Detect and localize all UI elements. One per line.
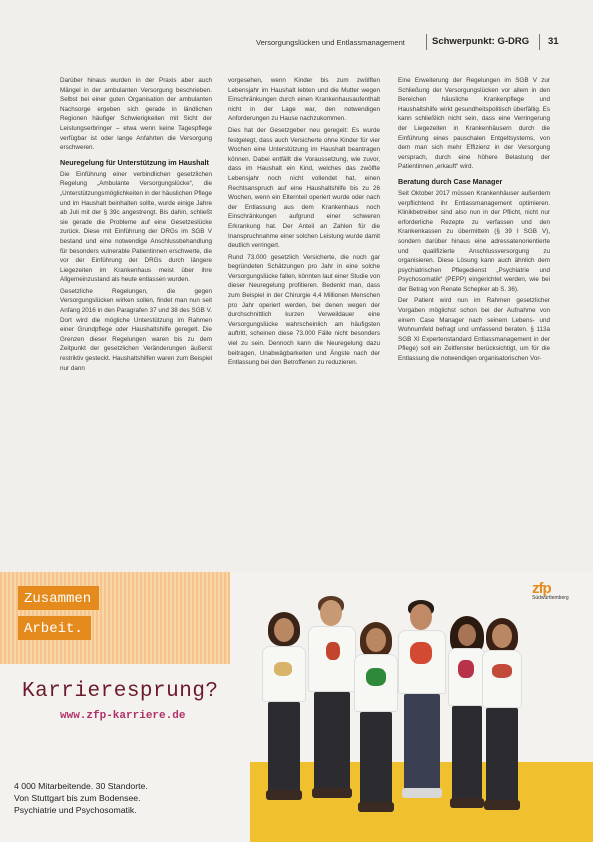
paragraph: Rund 73.000 gesetzlich Versicherte, die noch gar begründeten Schätzungen pro Jahr in eine solche Versorgungslücke fallen, könnten laut einer Studie von dieser Neuregelung profitieren. Bedenkt man, dass zum Beispiel in der Chirurgie 4,4 Millionen Menschen pro Jahr operiert werden, bei denen wegen der durchschnittlich kurzen Verweildauer eine Versorgungslücke wahrscheinlich am häufigsten auftritt, scheinen diese 73.000 Fälle nicht besonders viel zu sein. Dennoch kann die Neuregelung dazu beitragen, Unabwägbarkeiten und Ängste nach der Entlassung bei den Betroffenen zu reduzieren. — [228, 253, 380, 367]
logo-mark: zfp — [532, 580, 551, 597]
logo-subtitle: Südwürttemberg — [532, 595, 569, 601]
page-header — [230, 34, 580, 50]
ad-tagline-2: Arbeit. — [18, 616, 91, 640]
ad-info-line: Psychiatrie und Psychosomatik. — [14, 805, 137, 815]
section-heading: Neuregelung für Unterstützung im Haushalt — [60, 157, 209, 167]
header-section: Schwerpunkt: G-DRG — [432, 36, 530, 47]
header-divider-2 — [539, 34, 540, 50]
paragraph: Die Einführung einer verbindlichen gesetzlichen Regelung „Ambulante Versorgungslücke“, die „Unterstützungsmöglichkeiten in der häuslichen Pflege und im Haushalt beinhalten sollte, wurde einige Jahre ab Juli mit der § 39c angestrengt. Bis dahin, schließt sie gerade die Probleme auf eine Gesetzeslücke zurück. Diese mit Einführung der DRGs im SGB V bestand und eine notwendige Anschlussbehandlung für besonders vulnerable Patientinnen erschwerte, die vor der Einführung der DRGs durch längere Liegezeiten im Krankenhaus meist über ihre Allgemeinzustand als heute entlassen wurden. — [60, 170, 212, 284]
paragraph: Eine Erweiterung der Regelungen im SGB V zur Schließung der Versorgungslücken vor allem in den Bereichen häusliche Krankenpflege und Haushaltshilfe wirkt gesundheitspolitisch überfällig. Es kann schließlich nicht sein, dass eine Verringerung der Liegezeiten in Krankenhäusern durch die Einführung eines pauschalen Entgeltsystems, von dem man sich mehr Effizienz in der Versorgung versprach, durch eine höhere Belastung der Patientinnen „erkauft“ wird. — [398, 77, 550, 171]
article-column-2 — [228, 76, 380, 370]
paragraph: Der Patient wird nun im Rahmen gesetzlicher Vorgaben möglichst schon bei der Aufnahme von einem Case Manager nach seinem Lebens- und Wohnumfeld befragt und umfassend beraten. § 113a SGB XI Expertenstandard Entlassmanagement in der Pflege) soll ein Zeitfenster berücksichtigt, um für die Entlassung die notwendigen organisatorischen Vor- — [398, 297, 550, 363]
ad-headline: Karrieresprung? — [22, 680, 219, 703]
ad-url-link[interactable]: www.zfp-karriere.de — [60, 710, 186, 722]
paragraph: Dies hat der Gesetzgeber neu geregelt: Es wurde festgelegt, dass auch Versicherte ohne Kinder für vier Wochen eine Unterstützung im Haushalt beantragen können. Dabei entfällt die Voraussetzung, wie zuvor, dass im Haushalt ein Kind, welches das zwölfte Lebensjahr noch nicht vollendet hat, einen Rechtsanspruch auf eine Haushaltshilfe bis zu 26 Wochen, wenn ein Elternteil operiert wurde oder nach der Entlassung aus dem Krankenhaus noch Einschränkungen aufgrund einer schweren Erkrankung hat. Der Anteil an Zahlen für die Inanspruchnahme einer solchen Leistung wurde damit deutlich verringert. — [228, 126, 380, 250]
advertisement — [0, 572, 593, 842]
paragraph: vorgesehen, wenn Kinder bis zum zwölften Lebensjahr im Haushalt lebten und die Mutter wegen Einschränkungen durch einen Krankenhausaufenthalt nicht in der Lage war, den notwendigen Anforderungen zu Hause nachzukommen. — [228, 77, 380, 123]
ad-info-line: Von Stuttgart bis zum Bodensee. — [14, 793, 141, 803]
paragraph: Gesetzliche Regelungen, die gegen Versorgungslücken wirken sollen, findet man nun seit Anfang 2016 in den Paragrafen 37 und 38 des SGB V. Dort wird die mögliche Unterstützung im Rahmen einer Grundpflege oder Haushaltshilfe geregelt. Die Grenzen dieser Regelungen waren bis zu dem Zeitpunkt der gesetzlichen Veränderungen äußerst restriktiv gesteckt. Haushaltshilfen waren zum Beispiel nur dann — [60, 287, 212, 372]
header-divider — [426, 34, 427, 50]
paragraph: Darüber hinaus wurden in der Praxis aber auch Mängel in der ambulanten Versorgung beschrieben. Selbst bei einer guten Organisation der ambulanten Nachsorge ergeben sich gerade in ländlichen Regionen häufiger Schwierigkeiten mit Sicht der Leistungserbringer – etwa wenn keine Tagespflege verfügbar ist oder lange Anfahrten die Versorgung erschweren. — [60, 77, 212, 152]
ad-group-photo — [250, 582, 530, 832]
ad-info — [14, 780, 148, 816]
ad-info-line: 4 000 Mitarbeitende. 30 Standorte. — [14, 781, 148, 791]
zfp-logo — [532, 580, 582, 610]
header-rubric: Versorgungslücken und Entlassmanagement — [256, 38, 405, 47]
article-column-3 — [398, 76, 550, 366]
paragraph: Seit Oktober 2017 müssen Krankenhäuser außerdem verpflichtend ihr Entlassmanagement optimieren. Klinikbetreiber sind also nun in der Pflicht, nicht nur erforderliche Rezepte zu verfassen und den Krankenkassen zu übermitteln (§ 39 I SGB V), sondern darüber hinaus eine adressatenorientierte und qualifizierte Anschlussversorgung zu organisieren. Diese Lösung kann auch ähnlich dem psychiatrischen Pflegedienst „Psychiatrie und Psychosomatik“ (PEPP) eingerichtet werden, wie bei der Betrag von Renate Schepker ab S. 36). — [398, 189, 550, 293]
page-number: 31 — [548, 36, 559, 47]
ad-tagline-1: Zusammen — [18, 586, 99, 610]
article-column-1 — [60, 76, 212, 375]
section-heading: Beratung durch Case Manager — [398, 176, 503, 186]
